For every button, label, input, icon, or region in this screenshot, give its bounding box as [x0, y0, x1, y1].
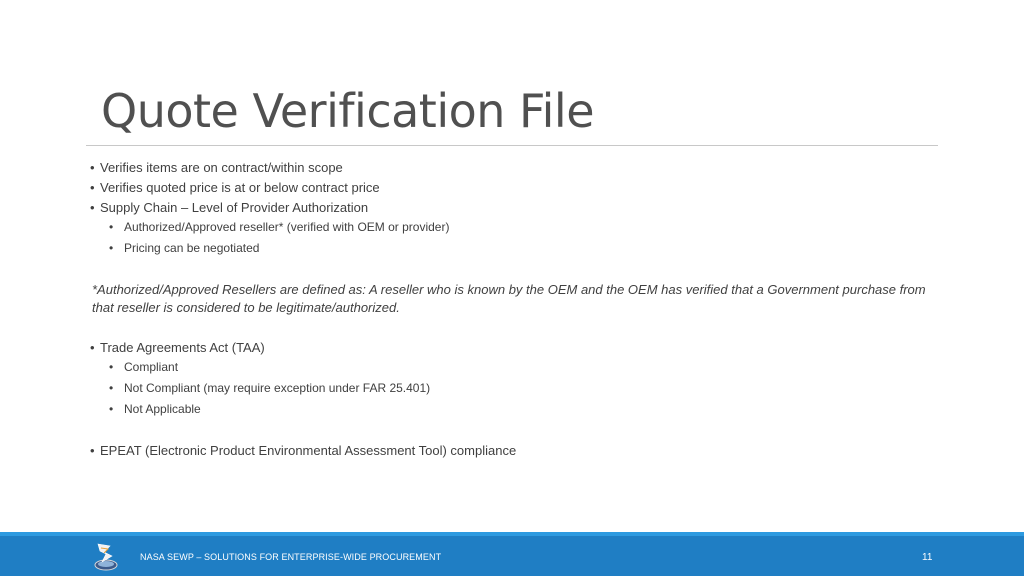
bullet-item: • Verifies items are on contract/within scope: [90, 160, 343, 175]
sub-bullet-item: • Not Applicable: [109, 402, 201, 416]
sub-bullet-text: Pricing can be negotiated: [124, 241, 260, 255]
sub-bullet-text: Compliant: [124, 360, 179, 374]
sub-bullet-text: Authorized/Approved reseller* (verified with OEM or provider): [124, 220, 450, 234]
bullet-item: • Trade Agreements Act (TAA): [90, 340, 265, 355]
sub-bullet-item: • Not Compliant (may require exception under FAR 25.401): [109, 381, 431, 395]
sub-bullet-text: Not Applicable: [124, 402, 201, 416]
bullet-text: EPEAT (Electronic Product Environmental Assessment Tool) compliance: [100, 443, 517, 458]
slide-title: Quote Verification File: [101, 84, 595, 138]
footer-program-name: NASA SEWP – SOLUTIONS FOR ENTERPRISE-WIDE PROCUREMENT: [140, 552, 442, 562]
footer-accent-stripe: [0, 532, 1024, 536]
sub-bullet-item: • Authorized/Approved reseller* (verified with OEM or provider): [109, 220, 450, 234]
title-divider: [86, 145, 938, 146]
bullet-text: Supply Chain – Level of Provider Authorization: [100, 200, 369, 215]
sub-bullet-item: • Compliant: [109, 360, 179, 374]
reseller-definition-note: *Authorized/Approved Resellers are defined as: A reseller who is known by the OEM and the OEM has verified that a Government purchase from that reseller is considered to be legitimate/authorized.: [92, 282, 926, 315]
bullet-item: • EPEAT (Electronic Product Environmental Assessment Tool) compliance: [90, 443, 517, 458]
bullet-text: Verifies quoted price is at or below contract price: [100, 180, 380, 195]
bullet-item: • Supply Chain – Level of Provider Authorization: [90, 200, 369, 215]
bullet-text: Trade Agreements Act (TAA): [100, 340, 265, 355]
sub-bullet-item: • Pricing can be negotiated: [109, 241, 260, 255]
sub-bullet-text: Not Compliant (may require exception under FAR 25.401): [124, 381, 431, 395]
bullet-item: • Verifies quoted price is at or below contract price: [90, 180, 380, 195]
bullet-text: Verifies items are on contract/within scope: [100, 160, 343, 175]
page-number: 11: [922, 552, 933, 563]
nasa-sewp-logo-icon: [92, 540, 120, 572]
